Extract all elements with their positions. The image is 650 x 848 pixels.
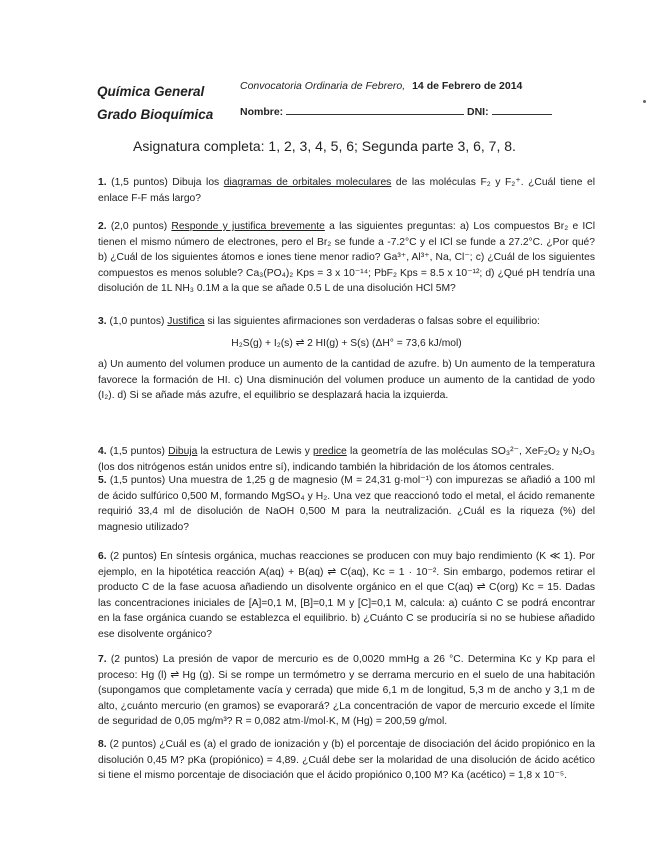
- header-right: [240, 80, 552, 118]
- question-8: 8. (2 puntos) ¿Cuál es (a) el grado de ionización y (b) el porcentaje de disociación del ácido propiónico en la disolución 0,45 M? pKa (propiónico) = 4,89. ¿Cuál debe ser la molaridad de una disolución de ácido acético si tiene el mismo porcentaje de disociación que el ácido propiónico 0,100 M? Ka (acético) = 1,8 x 10⁻⁵.: [98, 739, 595, 782]
- course-title: Química General: [97, 84, 205, 99]
- question-1: 1. (1,5 puntos) Dibuja los diagramas de orbitales moleculares de las moléculas F₂ y F₂⁺. ¿Cuál tiene el enlace F-F más largo?: [98, 177, 595, 204]
- question-2: 2. (2,0 puntos) Responde y justifica brevemente a las siguientes preguntas: a) Los compuestos Br₂ e ICl tienen el mismo número de electrones, pero el Br₂ se funde a -7.2°C y el ICl se funde a 27.2°C. ¿Por qué? b) ¿Cuál de los siguientes átomos e iones tiene menor radio? Ga³⁺, Al³⁺, Na, Cl⁻; c) ¿Cuál de los siguientes compuestos es menos soluble? Ca₃(PO₄)₂ Kps = 3 x 10⁻¹⁴; PbF₂ Kps = 8.5 x 10⁻¹²; d) ¿Qué pH tendría una disolución de 1L NH₃ 0.1M a la que se añade 0.5 L de una disolución HCl 5M?: [98, 221, 595, 295]
- degree-title: Grado Bioquímica: [97, 107, 214, 122]
- question-6: 6. (2 puntos) En síntesis orgánica, muchas reacciones se producen con muy bajo rendimiento (K ≪ 1). Por ejemplo, en la hipotética reacción A(aq) + B(aq) ⇌ C(aq), Kc = 1 · 10⁻². Sin embargo, podemos retirar el producto C de la fase acuosa añadiendo un disolvente orgánico en el que C(aq) ⇌ C(org) Kc = 15. Dadas las concentraciones iniciales de [A]=0,1 M, [B]=0,1 M y [C]=0,1 M, calcula: a) cuánto C se podrá encontrar en la fase orgánica cuando se establezca el equilibrio. b) ¿Cuánto C se produciría si no se hubiese añadido ese disolvente orgánico?: [98, 551, 595, 640]
- question-3-statements: a) Un aumento del volumen produce un aumento de la cantidad de azufre. b) Un aumento de la temperatura favorece la formación de HI. c) Una disminución del volumen produce un aumento de la cantidad de yodo (I₂). d) Si se añade más azufre, el equilibrio se desplazará hacia la izquierda.: [98, 359, 595, 402]
- dni-field[interactable]: [492, 104, 552, 115]
- equilibrium-equation: H₂S(g) + I₂(s) ⇌ 2 HI(g) + S(s) (ΔH° = 73,6 kJ/mol): [231, 337, 462, 349]
- exam-date: 14 de Febrero de 2014: [412, 80, 523, 92]
- dni-label: DNI:: [467, 106, 489, 118]
- question-4: 4. (1,5 puntos) Dibuja la estructura de Lewis y predice la geometría de las moléculas SO₃²⁻, XeF₂O₂ y N₂O₃ (los dos nitrógenos están unidos entre sí), indicando también la hibridación de los átomos centrales.: [98, 446, 595, 473]
- name-label: Nombre:: [240, 106, 284, 118]
- header-left: [97, 80, 213, 126]
- name-field[interactable]: [286, 104, 464, 115]
- exam-call: Convocatoria Ordinaria de Febrero,: [240, 80, 406, 92]
- margin-mark: [643, 100, 646, 103]
- question-3: 3. (1,0 puntos) Justifica si las siguientes afirmaciones son verdaderas o falsas sobre el equilibrio: H₂S(g) + I₂(s) ⇌ 2 HI(g) + S(s) (ΔH° = 73,6 kJ/mol) a) Un aumento del volumen produce un aumento de la cantidad de azufre. b) Un aumento de la temperatura favorece la formación de HI. c) Una disminución del volumen produce un aumento de la cantidad de yodo (I₂). d) Si se añade más azufre, el equilibrio se desplazará hacia la izquierda.: [98, 314, 595, 404]
- question-5: 5. (1,5 puntos) Una muestra de 1,25 g de magnesio (M = 24,31 g·mol⁻¹) con impurezas se añadió a 100 ml de ácido sulfúrico 0,500 M, formando MgSO₄ y H₂. Una vez que reaccionó todo el metal, el ácido remanente requirió 33,4 ml de disolución de NaOH 0,500 M para la neutralización. ¿Cuál es la riqueza (%) del magnesio utilizado?: [98, 475, 595, 533]
- subject-line: Asignatura completa: 1, 2, 3, 4, 5, 6; Segunda parte 3, 6, 7, 8.: [133, 138, 516, 154]
- question-7: 7. (2 puntos) La presión de vapor de mercurio es de 0,0020 mmHg a 26 °C. Determina Kc y Kp para el proceso: Hg (l) ⇌ Hg (g). Si se rompe un termómetro y se derrama mercurio en el suelo de una habitación (supongamos que completamente vacía y cerrada) que mide 6,1 m de longitud, 5,3 m de ancho y 3,1 m de alto, ¿cuánto mercurio (en gramos) se evaporará? ¿La concentración de vapor de mercurio excede el límite de seguridad de 0,05 mg/m³? R = 0,082 atm·l/mol·K, M (Hg) = 200,59 g/mol.: [98, 654, 595, 728]
